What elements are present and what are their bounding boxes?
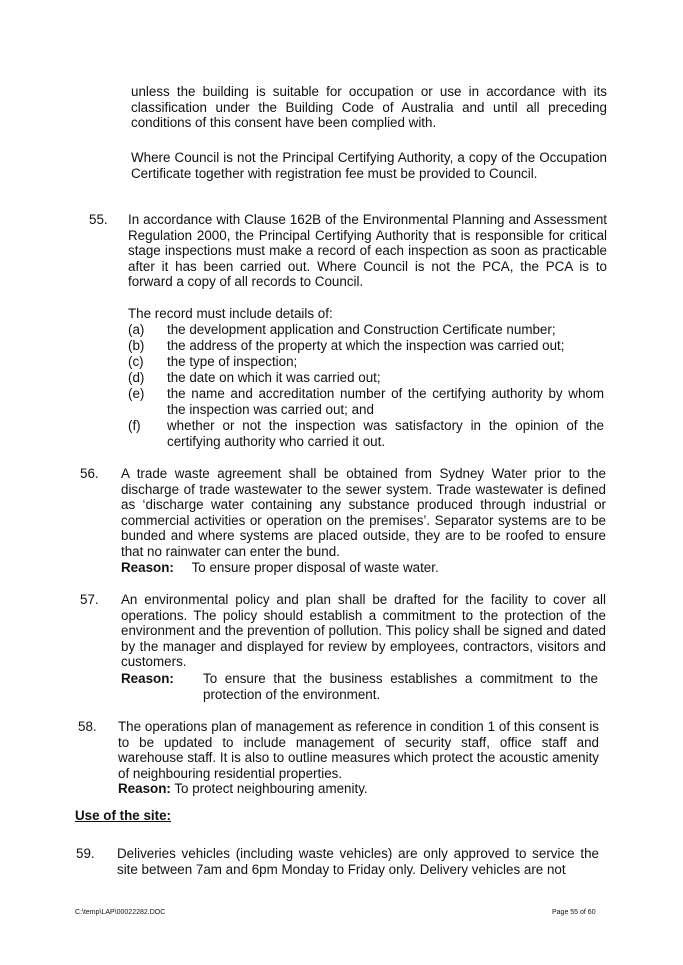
item-text: the name and accreditation number of the certifying authority by whom the inspection was carried out; and bbox=[167, 386, 604, 417]
condition-text: The operations plan of management as reference in condition 1 of this consent is to be updated to include management of security staff, office staff and warehouse staff. It is also to outline measures which protect the acoustic amenity of neighbouring residential properties. bbox=[118, 719, 599, 781]
reason-text: To protect neighbouring amenity. bbox=[174, 781, 368, 796]
reason-line bbox=[121, 560, 606, 576]
reason-text: To ensure proper disposal of waste water. bbox=[191, 560, 439, 575]
condition-text: Deliveries vehicles (including waste vehicles) are only approved to service the site between 7am and 6pm Monday to Friday only. Delivery vehicles are not bbox=[117, 846, 599, 877]
condition-number: 56. bbox=[80, 466, 99, 481]
reason-label: Reason: bbox=[121, 671, 174, 686]
condition-text: An environmental policy and plan shall be drafted for the facility to cover all operations. The policy should establish a commitment to the protection of the environment and the prevention of pollution. This policy shall be signed and dated by the manager and displayed for review by employees, contractors, visitors and customers. bbox=[121, 592, 606, 670]
item-text: the date on which it was carried out; bbox=[167, 370, 381, 385]
occupation-certificate-paragraph: Where Council is not the Principal Certifying Authority, a copy of the Occupation Certificate together with registration fee must be provided to Council. bbox=[131, 150, 607, 181]
continued-paragraph: unless the building is suitable for occupation or use in accordance with its classification under the Building Code of Australia and until all preceding conditions of this consent have been complied with. bbox=[131, 84, 607, 131]
reason-label: Reason: bbox=[121, 560, 174, 575]
item-label: (b) bbox=[128, 338, 145, 353]
condition-number: 59. bbox=[76, 846, 95, 861]
item-label: (a) bbox=[128, 322, 145, 337]
footer-file-path: C:\temp\LAP\00022282.DOC bbox=[75, 909, 166, 916]
record-intro: The record must include details of: bbox=[128, 306, 333, 321]
reason-line bbox=[118, 781, 599, 797]
condition-number: 55. bbox=[89, 212, 108, 227]
reason-label: Reason: bbox=[118, 781, 171, 796]
item-text: the address of the property at which the inspection was carried out; bbox=[167, 338, 565, 353]
item-label: (c) bbox=[128, 354, 144, 369]
footer-page-number: Page 55 of 60 bbox=[552, 909, 596, 916]
reason-text: To ensure that the business establishes a commitment to the protection of the environment. bbox=[203, 671, 598, 702]
item-label: (f) bbox=[128, 418, 141, 433]
item-text: whether or not the inspection was satisfactory in the opinion of the certifying authority who carried it out. bbox=[167, 418, 604, 449]
condition-text: A trade waste agreement shall be obtained from Sydney Water prior to the discharge of trade wastewater to the sewer system. Trade wastewater is defined as ‘discharge water containing any substance produced through industrial or commercial activities or operation on the premises’. Separator systems are to be bunded and where systems are placed outside, they are to be roofed to ensure that no rainwater can enter the bund. bbox=[121, 466, 606, 559]
condition-number: 57. bbox=[80, 592, 99, 607]
item-label: (d) bbox=[128, 370, 145, 385]
condition-text: In accordance with Clause 162B of the Environmental Planning and Assessment Regulation 2000, the Principal Certifying Authority that is responsible for critical stage inspections must make a record of each inspection as soon as practicable after it has been carried out. Where Council is not the PCA, the PCA is to forward a copy of all records to Council. bbox=[128, 212, 607, 290]
item-text: the type of inspection; bbox=[167, 354, 298, 369]
item-label: (e) bbox=[128, 386, 145, 401]
condition-number: 58. bbox=[78, 719, 97, 734]
section-heading: Use of the site: bbox=[75, 808, 171, 823]
item-text: the development application and Construction Certificate number; bbox=[167, 322, 556, 337]
